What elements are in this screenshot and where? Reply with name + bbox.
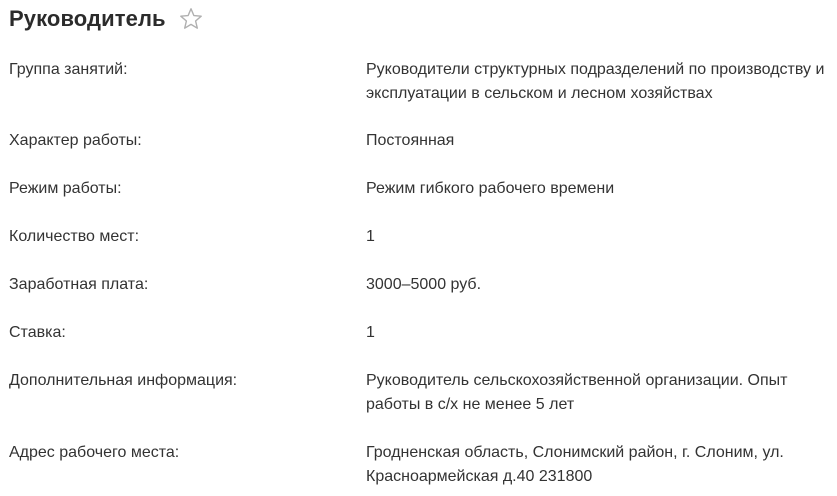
detail-value-line: Постоянная — [366, 132, 455, 149]
detail-value — [366, 129, 837, 153]
detail-label: Заработная плата: — [9, 276, 149, 293]
detail-label: Характер работы: — [9, 132, 142, 149]
detail-value — [366, 58, 837, 106]
detail-value-line: Гродненская область, Слонимский район, г. Слоним, ул. — [366, 444, 784, 461]
detail-label: Ставка: — [9, 324, 66, 341]
detail-value-line: 1 — [366, 228, 375, 245]
detail-value-line: Руководители структурных подразделений по производству и — [366, 61, 825, 78]
detail-value — [366, 441, 837, 489]
star-outline-icon[interactable] — [179, 7, 203, 31]
detail-value-line: эксплуатации в сельском и лесном хозяйствах — [366, 85, 713, 102]
detail-value-line: Красноармейская д.40 231800 — [366, 468, 593, 485]
detail-label: Дополнительная информация: — [9, 372, 238, 389]
detail-label: Группа занятий: — [9, 61, 128, 78]
detail-label: Адрес рабочего места: — [9, 444, 180, 461]
page-title: Руководитель — [9, 6, 166, 31]
detail-value-line: 1 — [366, 324, 375, 341]
detail-value-line: Руководитель сельскохозяйственной организации. Опыт — [366, 372, 788, 389]
detail-value-line: 3000–5000 руб. — [366, 276, 482, 293]
detail-label: Количество мест: — [9, 228, 140, 245]
detail-value — [366, 369, 837, 417]
page-header — [9, 4, 203, 34]
detail-value — [366, 225, 837, 249]
detail-value — [366, 177, 837, 201]
detail-value-line: работы в с/х не менее 5 лет — [366, 396, 575, 413]
detail-value — [366, 273, 837, 297]
detail-value-line: Режим гибкого рабочего времени — [366, 180, 615, 197]
detail-value — [366, 321, 837, 345]
detail-label: Режим работы: — [9, 180, 122, 197]
